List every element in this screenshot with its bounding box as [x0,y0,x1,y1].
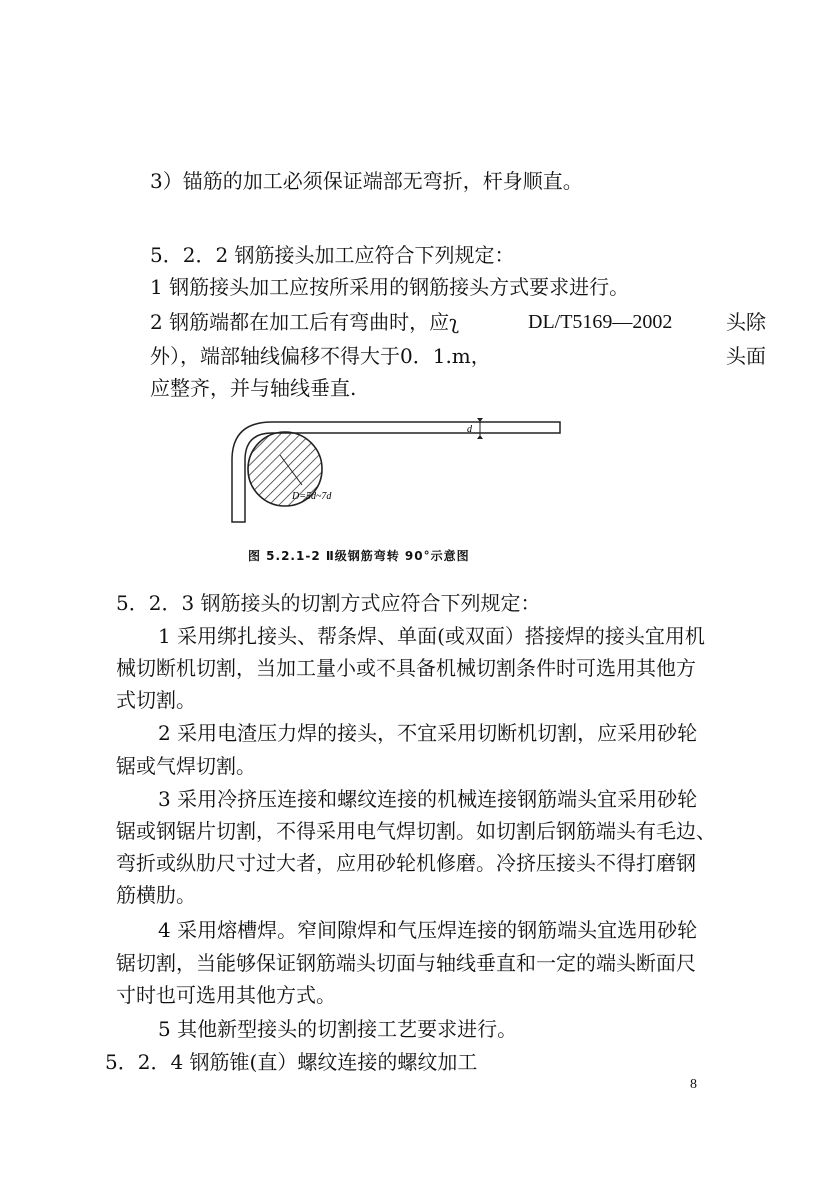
text-line: 3 采用冷挤压连接和螺纹连接的机械连接钢筋端头宜采用砂轮 [158,787,698,811]
diameter-label: D=5d~7d [292,491,332,502]
text-line: 2 钢筋端都在加工后有弯曲时，应ʅ [150,310,459,334]
text-line: 弯折或纵肋尺寸过大者，应用砂轮机修磨。冷挤压接头不得打磨钢 [116,851,696,875]
text-line: 锯切割，当能够保证钢筋端头切面与轴线垂直和一定的端头断面尺 [116,951,696,975]
text-line: 头面 [726,344,766,368]
page-number: 8 [690,1077,697,1092]
text-line: 1 采用绑扎接头、帮条焊、单面(或双面）搭接焊的接头宜用机 [158,624,705,648]
text-line: 头除 [726,310,766,334]
text-line: 外），端部轴线偏移不得大于0．1.m， [150,344,491,368]
section-heading: 5．2．3 钢筋接头的切割方式应符合下列规定： [116,591,541,615]
dimension-label-d: d [467,424,472,435]
figure-caption: 图 5.2.1-2 Ⅱ级钢筋弯转 90°示意图 [248,549,470,563]
text-line: 筋横肋。 [116,883,196,907]
text-line: 3）锚筋的加工必须保证端部无弯折，杆身顺直。 [150,169,583,193]
standard-code-overlay: DL/T5169—2002 [524,309,676,335]
section-heading: 5．2．2 钢筋接头加工应符合下列规定： [150,243,515,267]
text-line: 械切断机切割，当加工量小或不具备机械切割条件时可选用其他方 [116,656,696,680]
rebar-bend-figure [220,405,580,535]
text-line: 寸时也可选用其他方式。 [116,983,336,1007]
section-heading: 5．2．4 钢筋锥(直）螺纹连接的螺纹加工 [105,1050,478,1074]
text-line: 1 钢筋接头加工应按所采用的钢筋接头方式要求进行。 [150,275,630,299]
text-line: 应整齐，并与轴线垂直. [150,376,357,400]
text-line: 4 采用熔槽焊。窄间隙焊和气压焊连接的钢筋端头宜选用砂轮 [158,918,698,942]
text-line: 锯或钢锯片切割，不得采用电气焊切割。如切割后钢筋端头有毛边、 [116,819,716,843]
text-line: 2 采用电渣压力焊的接头，不宜采用切断机切割，应采用砂轮 [158,721,698,745]
text-line: 锯或气焊切割。 [116,754,256,778]
text-line: 5 其他新型接头的切割接工艺要求进行。 [158,1017,518,1041]
text-line: 式切割。 [116,688,196,712]
